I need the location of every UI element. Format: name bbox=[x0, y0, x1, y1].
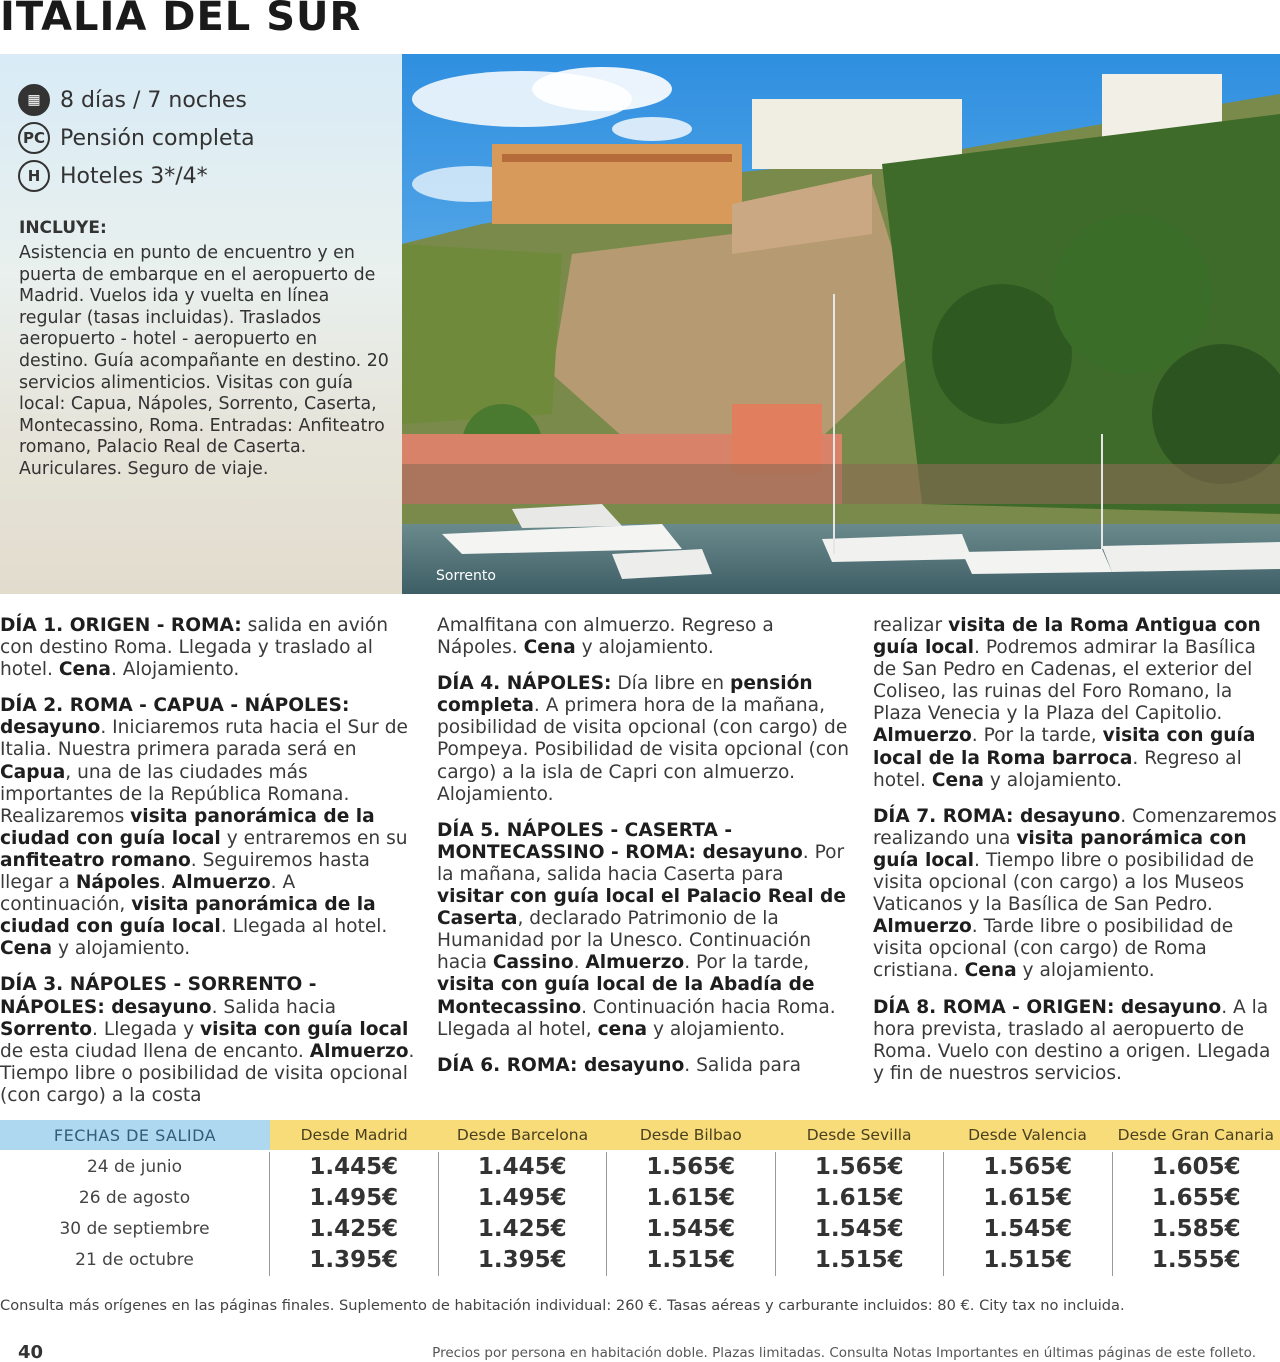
price-table bbox=[0, 1120, 1280, 1276]
feature-text: Hoteles 3*/4* bbox=[60, 163, 208, 189]
origin-header: Desde Barcelona bbox=[456, 1126, 589, 1144]
calendar-icon: ▦ bbox=[18, 84, 50, 116]
price-cell: 1.545€ bbox=[646, 1216, 736, 1242]
departure-date: 30 de septiembre bbox=[59, 1219, 210, 1239]
departure-date: 26 de agosto bbox=[78, 1188, 191, 1208]
departure-date: 24 de junio bbox=[86, 1157, 183, 1177]
itinerary bbox=[0, 615, 1280, 1110]
page-title: ITALIA DEL SUR bbox=[0, 0, 362, 40]
price-cell: 1.615€ bbox=[983, 1185, 1073, 1211]
price-column-bilbao bbox=[607, 1152, 776, 1276]
price-cell: 1.445€ bbox=[477, 1154, 567, 1180]
itinerary-paragraph: DÍA 3. NÁPOLES - SORRENTO - NÁPOLES: desayuno. Salida hacia Sorrento. Llegada y visita con guía local de esta ciudad llena de encanto. Almuerzo. Tiempo libre o posibilidad de visita opcional (con cargo) a la costa bbox=[0, 974, 415, 1106]
itinerary-paragraph: DÍA 8. ROMA - ORIGEN: desayuno. A la hora prevista, traslado al aeropuerto de Roma. Vuelo con destino a origen. Llegada y fin de nuestros servicios. bbox=[873, 996, 1271, 1084]
price-cell: 1.425€ bbox=[309, 1216, 399, 1242]
origin-header: Desde Sevilla bbox=[806, 1126, 912, 1144]
itinerary-paragraph: Amalfitana con almuerzo. Regreso a Nápoles. Cena y alojamiento. bbox=[437, 615, 774, 659]
price-column-barcelona bbox=[439, 1152, 608, 1276]
price-cell: 1.565€ bbox=[983, 1154, 1073, 1180]
price-cell: 1.655€ bbox=[1151, 1185, 1241, 1211]
price-cell: 1.605€ bbox=[1151, 1154, 1241, 1180]
photo-caption: Sorrento bbox=[436, 568, 496, 584]
itinerary-paragraph: DÍA 4. NÁPOLES: Día libre en pensión completa. A primera hora de la mañana, posibilidad de visita opcional (con cargo) de Pompeya. Posibilidad de visita opcional (con cargo) a la isla de Capri con almuerzo. Alojamiento. bbox=[437, 673, 850, 805]
feature-text: 8 días / 7 noches bbox=[60, 87, 247, 113]
price-column-madrid bbox=[270, 1152, 439, 1276]
itinerary-paragraph: DÍA 2. ROMA - CAPUA - NÁPOLES: desayuno. Iniciaremos ruta hacia el Sur de Italia. Nuestra primera parada será en Capua, una de las ciudades más importantes de la República Romana. Realizaremos visita panorámica de la ciudad con guía local y entraremos en su anfiteatro romano. Seguiremos hasta llegar a Nápoles. Almuerzo. A continuación, visita panorámica de la ciudad con guía local. Llegada al hotel. Cena y alojamiento. bbox=[0, 695, 408, 960]
price-cell: 1.545€ bbox=[814, 1216, 904, 1242]
price-cell: 1.545€ bbox=[983, 1216, 1073, 1242]
price-cell: 1.515€ bbox=[646, 1247, 736, 1273]
incluye-heading: INCLUYE: bbox=[19, 218, 107, 238]
price-cell: 1.495€ bbox=[309, 1185, 399, 1211]
price-cell: 1.515€ bbox=[983, 1247, 1073, 1273]
price-cell: 1.425€ bbox=[477, 1216, 567, 1242]
departure-date: 21 de octubre bbox=[75, 1250, 194, 1270]
feature-hotels bbox=[18, 160, 208, 192]
itinerary-column-2 bbox=[437, 615, 852, 1091]
pension-icon: PC bbox=[18, 122, 50, 154]
price-cell: 1.565€ bbox=[646, 1154, 736, 1180]
incluye-text: Asistencia en punto de encuentro y en puerta de embarque en el aeropuerto de Madrid. Vuelos ida y vuelta en línea regular (tasas incluidas). Traslados aeropuerto - hotel - aeropuerto en destino. Guía acompañante en destino. 20 servicios alimenticios. Visitas con guía local: Capua, Nápoles, Sorrento, Caserta, Montecassino, Roma. Entradas: Anfiteatro romano, Palacio Real de Caserta. Auriculares. Seguro de viaje. bbox=[19, 243, 389, 479]
price-cell: 1.395€ bbox=[309, 1247, 399, 1273]
price-cell: 1.585€ bbox=[1151, 1216, 1241, 1242]
page-number: 40 bbox=[18, 1342, 44, 1362]
itinerary-paragraph: DÍA 5. NÁPOLES - CASERTA - MONTECASSINO - ROMA: desayuno. Por la mañana, salida hacia Caserta para visitar con guía local el Palacio Real de Caserta, declarado Patrimonio de la Humanidad por la Unesco. Continuación hacia Cassino. Almuerzo. Por la tarde, visita con guía local de la Abadía de Montecassino. Continuación hacia Roma. Llegada al hotel, cena y alojamiento. bbox=[437, 819, 846, 1040]
feature-duration bbox=[18, 84, 247, 116]
itinerary-paragraph: DÍA 7. ROMA: desayuno. Comenzaremos realizando una visita panorámica con guía local. Tiempo libre o posibilidad de visita opcional (con cargo) a los Museos Vaticanos y la Basílica de San Pedro. Almuerzo. Tarde libre o posibilidad de visita opcional (con cargo) de Roma cristiana. Cena y alojamiento. bbox=[873, 805, 1277, 982]
dates-header: FECHAS DE SALIDA bbox=[0, 1120, 270, 1150]
price-table-header bbox=[0, 1120, 1280, 1150]
price-cell: 1.615€ bbox=[646, 1185, 736, 1211]
price-cell: 1.615€ bbox=[814, 1185, 904, 1211]
itinerary-column-1 bbox=[0, 615, 415, 1121]
origin-header: Desde Gran Canaria bbox=[1117, 1126, 1274, 1144]
price-cell: 1.445€ bbox=[309, 1154, 399, 1180]
feature-text: Pensión completa bbox=[60, 125, 255, 151]
footer-note: Precios por persona en habitación doble. Plazas limitadas. Consulta Notas Importantes en últimas páginas de este folleto. bbox=[432, 1345, 1256, 1361]
price-cell: 1.555€ bbox=[1151, 1247, 1241, 1273]
itinerary-paragraph: DÍA 1. ORIGEN - ROMA: salida en avión con destino Roma. Llegada y traslado al hotel. Cena. Alojamiento. bbox=[0, 615, 389, 681]
origin-header: Desde Madrid bbox=[300, 1126, 408, 1144]
price-cell: 1.515€ bbox=[814, 1247, 904, 1273]
price-cell: 1.395€ bbox=[477, 1247, 567, 1273]
origin-header: Desde Bilbao bbox=[639, 1126, 742, 1144]
hotel-icon: H bbox=[18, 160, 50, 192]
itinerary-paragraph: DÍA 6. ROMA: desayuno. Salida para bbox=[437, 1054, 801, 1076]
itinerary-column-3 bbox=[873, 615, 1280, 1099]
price-cell: 1.565€ bbox=[814, 1154, 904, 1180]
price-table-body bbox=[0, 1150, 1280, 1276]
feature-board bbox=[18, 122, 255, 154]
price-cell: 1.495€ bbox=[477, 1185, 567, 1211]
pricing-note: Consulta más orígenes en las páginas finales. Suplemento de habitación individual: 260 €. Tasas aéreas y carburante incluidos: 80 €. City tax no incluida. bbox=[0, 1297, 1125, 1314]
price-column-sevilla bbox=[776, 1152, 945, 1276]
price-column-valencia bbox=[944, 1152, 1113, 1276]
sorrento-photo bbox=[402, 54, 1280, 594]
dates-column bbox=[0, 1152, 270, 1276]
price-column-gran-canaria bbox=[1113, 1152, 1280, 1276]
itinerary-paragraph: realizar visita de la Roma Antigua con guía local. Podremos admirar la Basílica de San Pedro en Cadenas, el exterior del Coliseo, las ruinas del Foro Romano, la Plaza Venecia y la Plaza del Capitolio. Almuerzo. Por la tarde, visita con guía local de la Roma barroca. Regreso al hotel. Cena y alojamiento. bbox=[873, 615, 1261, 791]
origin-header: Desde Valencia bbox=[968, 1126, 1087, 1144]
